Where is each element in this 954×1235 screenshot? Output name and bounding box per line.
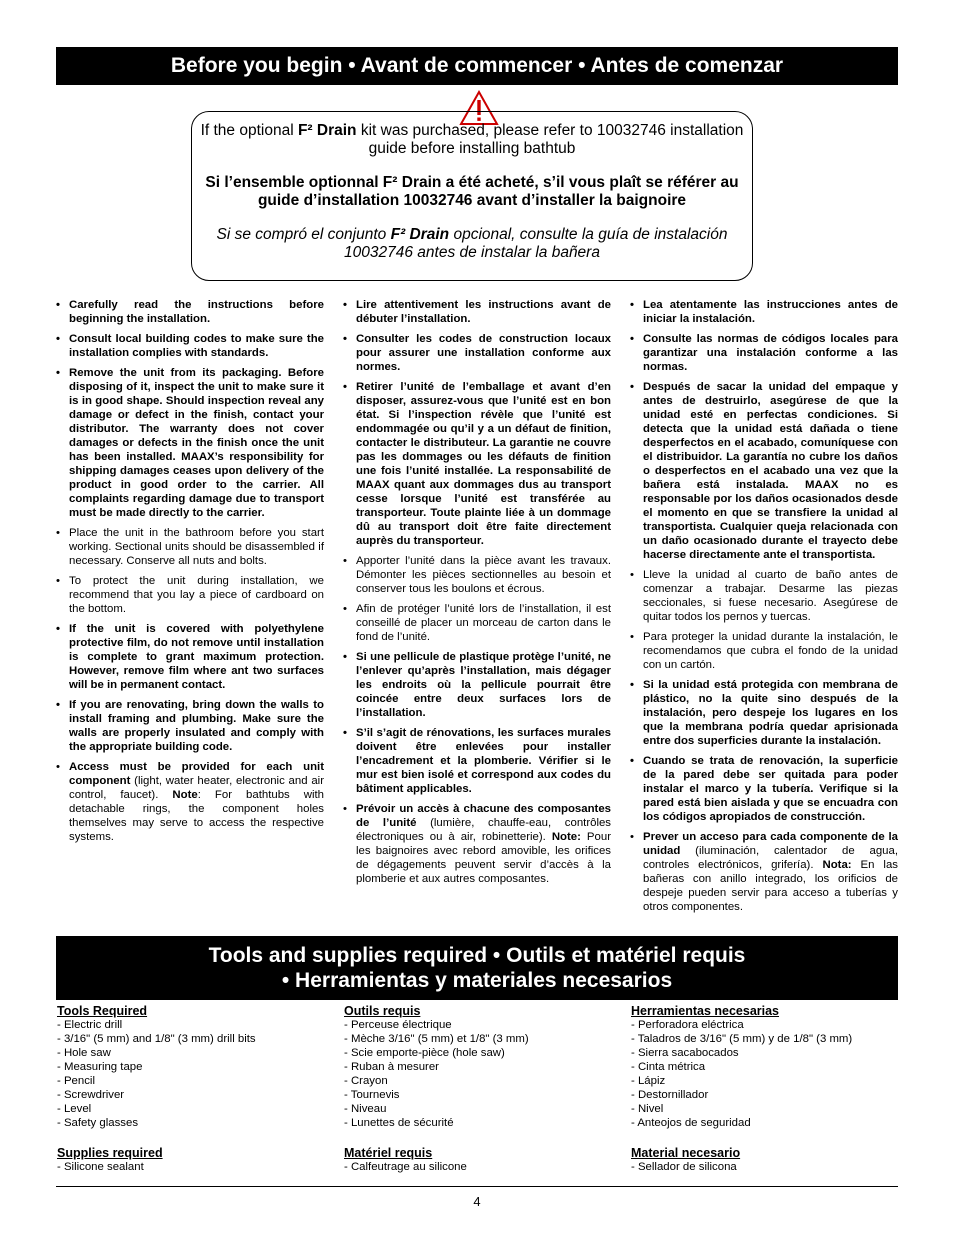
warning-spanish: Si se compró el conjunto F² Drain opcional, consulte la guía de instalación 10032746 antes de instalar la bañera xyxy=(216,226,728,261)
section-title-tools-supplies: Tools and supplies required • Outils et matériel requis • Herramientas y materiales necesarios xyxy=(56,936,898,1000)
instruction-item: • Place the unit in the bathroom before you start working. Sectional units should be disassembled if necessary. Conserve all nuts and bolts. xyxy=(56,527,324,567)
tool-item: - Electric drill xyxy=(57,1019,123,1031)
bullet-marker: • xyxy=(343,333,347,345)
bullet-marker: • xyxy=(630,299,634,311)
supply-item: - Sellador de silicona xyxy=(631,1161,737,1173)
tool-item: - 3/16" (5 mm) and 1/8" (3 mm) drill bits xyxy=(57,1033,256,1045)
tool-item: - Lápiz xyxy=(631,1075,666,1087)
tool-item: - Level xyxy=(57,1103,92,1115)
tool-item: - Crayon xyxy=(344,1075,388,1087)
instruction-item: • Remove the unit from its packaging. Before disposing of it, inspect the unit to make sure it is in good shape. Should inspection reveal any damage or defect in the finish, contact your distributor. The warranty does not cover damages or defects in the finish once the unit has been installed. MAAX’s responsibility for shipping damages ceases upon delivery of the product in good order to the carrier. All complaints regarding damage due to transport must be made directly to the carrier. xyxy=(56,367,324,519)
bullet-marker: • xyxy=(56,699,60,711)
tool-item: - Measuring tape xyxy=(57,1061,143,1073)
bullet-marker: • xyxy=(56,333,60,345)
bullet-marker: • xyxy=(343,603,347,615)
bullet-marker: • xyxy=(343,651,347,663)
tool-item: - Screwdriver xyxy=(57,1089,125,1101)
instruction-item: • Carefully read the instructions before beginning the installation. xyxy=(56,299,324,325)
supply-item: - Calfeutrage au silicone xyxy=(344,1161,467,1173)
instruction-item: • Afin de protéger l’unité lors de l’installation, il est conseillé de placer un morceau de carton dans le fond de l’unité. xyxy=(343,603,611,643)
supplies-heading: Matériel requis xyxy=(344,1146,433,1160)
tools-list-spanish xyxy=(631,1004,899,1174)
tools-heading: Outils requis xyxy=(344,1004,421,1018)
bullet-marker: • xyxy=(56,527,60,539)
tool-item: - Niveau xyxy=(344,1103,387,1115)
supply-item: - Silicone sealant xyxy=(57,1161,144,1173)
french-instructions xyxy=(343,298,611,892)
instruction-item: • Si une pellicule de plastique protège l’unité, ne l’enlever qu’après l’installation, mais dégager les endroits où la pellicule pourrait être coincée entre deux surfaces lors de l’installation. xyxy=(343,651,611,719)
bullet-marker: • xyxy=(630,631,634,643)
bullet-marker: • xyxy=(56,299,60,311)
instruction-item: • If the unit is covered with polyethylene protective film, do not remove until installation is complete to grant maximum protection. However, remove film where ant two surfaces will be in permanent contact. xyxy=(56,623,324,691)
tool-item: - Cinta métrica xyxy=(631,1061,706,1073)
bullet-marker: • xyxy=(343,555,347,567)
instruction-item: • Apporter l’unité dans la pièce avant les travaux. Démonter les pièces sectionnelles au besoin et conserver tous les boulons et écrous. xyxy=(343,555,611,595)
tools-list-english xyxy=(57,1004,325,1174)
tool-item: - Pencil xyxy=(57,1075,95,1087)
english-instructions xyxy=(56,298,324,850)
tool-item: - Nivel xyxy=(631,1103,664,1115)
bullet-marker: • xyxy=(630,333,634,345)
warning-french: Si l’ensemble optionnal F² Drain a été acheté, s’il vous plaît se référer au guide d’installation 10032746 avant d’installer la baignoire xyxy=(205,174,739,209)
tool-item: - Mèche 3/16" (5 mm) et 1/8" (3 mm) xyxy=(344,1033,529,1045)
warning-english: If the optional F² Drain kit was purchased, please refer to 10032746 installation guide before installing bathtub xyxy=(200,122,744,157)
spacer xyxy=(344,1130,612,1146)
tool-item: - Scie emporte-pièce (hole saw) xyxy=(344,1047,505,1059)
instruction-item: • Prévoir un accès à chacune des composantes de l’unité (lumière, chauffe-eau, contrôles électroniques ou à air, robinetterie). Note: Pour les baignoires avec rebord amovible, les orifices de dégagements peuvent servir d’accès à la plomberie et aux autres composantes. xyxy=(343,803,612,885)
supplies-heading: Material necesario xyxy=(631,1146,741,1160)
instruction-item: • Si la unidad está protegida con membrana de plástico, no la quite sino después de la instalación, pero despeje los lugares en los que la membrana podría quedar aprisionada entre dos superficies durante la instalación. xyxy=(630,679,898,747)
tools-heading: Herramientas necesarias xyxy=(631,1004,780,1018)
instruction-item: • Prever un acceso para cada componente de la unidad (iluminación, calentador de agua, controles electrónicos, grifería). Nota: En las bañeras con anillo integrado, los orificios de despeje pueden servir para acceso a tuberías y otros componentes. xyxy=(630,831,898,913)
instruction-item: • Consulter les codes de construction locaux pour assurer une installation conforme aux normes. xyxy=(343,333,611,373)
section-title-before-you-begin: Before you begin • Avant de commencer • Antes de comenzar xyxy=(56,47,898,85)
spacer xyxy=(57,1130,325,1146)
bullet-marker: • xyxy=(343,727,347,739)
spanish-instructions xyxy=(630,298,898,920)
bullet-marker: • xyxy=(630,831,634,843)
tool-item: - Destornillador xyxy=(631,1089,709,1101)
tools-heading: Tools Required xyxy=(57,1004,148,1018)
tool-item: - Sierra sacabocados xyxy=(631,1047,739,1059)
instruction-item: • Consult local building codes to make sure the installation complies with standards. xyxy=(56,333,324,359)
tool-item: - Tournevis xyxy=(344,1089,400,1101)
bullet-marker: • xyxy=(630,569,634,581)
instruction-item: • Lire attentivement les instructions avant de débuter l’installation. xyxy=(343,299,611,325)
page-number: 4 xyxy=(473,1194,481,1209)
instruction-item: • Retirer l’unité de l’emballage et avant d’en disposer, assurez-vous que l’unité est en bon état. Si l’inspection révèle que l’unité est endommagée ou qu’il y a un défaut de finition, contacter le distributeur. La garantie ne couvre pas les dommages ou les défauts de finition une fois l’unité installée. La responsabilité de MAAX quant aux dommages dus au transport cesse lorsque l’unité est transférée au transporteur. Toute plainte liée à un dommage dû au transport doit être faite directement auprès du transporteur. xyxy=(343,381,611,547)
tool-item: - Hole saw xyxy=(57,1047,111,1059)
instruction-item: • Para proteger la unidad durante la instalación, le recomendamos que cubra el fondo de la unidad con un cartón. xyxy=(630,631,898,671)
instruction-item: • Lleve la unidad al cuarto de baño antes de comenzar a trabajar. Desarme las piezas seccionales, si fuese necesario. Asegúrese de quitar todos los pernos y tuercas. xyxy=(630,569,898,623)
bullet-marker: • xyxy=(343,299,347,311)
tools-list-french xyxy=(344,1004,612,1174)
bullet-marker: • xyxy=(56,575,60,587)
tool-item: - Perceuse électrique xyxy=(344,1019,452,1031)
f2-drain-warning-box xyxy=(191,111,753,281)
tool-item: - Ruban à mesurer xyxy=(344,1061,439,1073)
bullet-marker: • xyxy=(343,381,347,393)
instruction-item: • If you are renovating, bring down the walls to install framing and plumbing. Make sure the walls are properly insulated and comply with the appropriate building code. xyxy=(56,699,324,753)
instruction-item: • Consulte las normas de códigos locales para garantizar una instalación conforme a las normas. xyxy=(630,333,898,373)
spacer xyxy=(631,1130,899,1146)
instruction-item: • Después de sacar la unidad del empaque y antes de destruirlo, asegúrese de que la unidad esté en perfectas condiciones. Si detecta que la unidad está dañada o tiene desperfectos en el acabado, comuníquese con el distribuidor. La garantía no cubre los daños o desperfectos en el acabado una vez que la bañera está instalada. MAAX no es responsable por los daños ocasionados desde el momento en que se transfiere la unidad al transportista. Cualquier queja relacionada con un daño ocasionado durante el trayecto debe hacerse directamente ante el transportista. xyxy=(630,381,898,561)
instruction-item: • S’il s’agit de rénovations, les surfaces murales doivent être enlevées pour installer l’encadrement et la plomberie. Vérifier si le mur est bien isolé et correspond aux codes du bâtiment applicables. xyxy=(343,727,611,795)
bullet-marker: • xyxy=(56,367,60,379)
tool-item: - Perforadora eléctrica xyxy=(631,1019,744,1031)
instruction-item: • Lea atentamente las instrucciones antes de iniciar la instalación. xyxy=(630,299,898,325)
bullet-marker: • xyxy=(630,679,634,691)
instruction-item: • Cuando se trata de renovación, la superficie de la pared debe ser quitada para poder instalar el marco y la tubería. Verifique si la pared está bien aislada y que se encuadra con los códigos apropiados de construcción. xyxy=(630,755,898,823)
instruction-item: • Access must be provided for each unit component (light, water heater, electronic and air control, faucet). Note: For bathtubs with detachable rings, the component holes themselves may serve to access the respective systems. xyxy=(56,761,325,843)
bullet-marker: • xyxy=(343,803,347,815)
instruction-item: • To protect the unit during installation, we recommend that you lay a piece of cardboard on the bottom. xyxy=(56,575,324,615)
tool-item: - Taladros de 3/16" (5 mm) y de 1/8" (3 mm) xyxy=(631,1033,853,1045)
bullet-marker: • xyxy=(56,623,60,635)
bullet-marker: • xyxy=(630,381,634,393)
footer-divider xyxy=(56,1186,898,1187)
bullet-marker: • xyxy=(630,755,634,767)
tool-item: - Anteojos de seguridad xyxy=(631,1117,751,1129)
tool-item: - Safety glasses xyxy=(57,1117,139,1129)
bullet-marker: • xyxy=(56,761,60,773)
supplies-heading: Supplies required xyxy=(57,1146,163,1160)
tool-item: - Lunettes de sécurité xyxy=(344,1117,454,1129)
